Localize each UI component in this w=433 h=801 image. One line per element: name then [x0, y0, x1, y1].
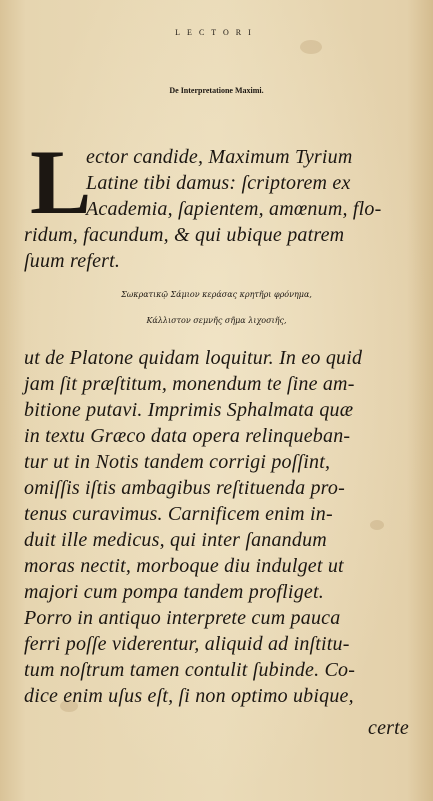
catchword: certe: [368, 717, 409, 739]
body-line: tenus curavimus. Carnificem enim in-: [24, 503, 333, 525]
body-line: ut de Platone quidam loquitur. In eo quid: [24, 347, 363, 369]
body-line: Porro in antiquo interprete cum pauca: [24, 607, 341, 629]
body-line: majori cum pompa tandem profliget.: [24, 581, 324, 603]
body-line: bitione putavi. Imprimis Sphalmata quæ: [24, 399, 354, 421]
body-line: omiſſis iſtis ambagibus reſtituenda pro-: [24, 477, 345, 499]
page-title: LECTORI: [175, 28, 258, 37]
page-subtitle: De Interpretatione Maximi.: [169, 86, 264, 95]
paper-stain: [300, 40, 322, 54]
intro-line: ſuum refert.: [24, 250, 121, 272]
body-line: jam ſit præſtitum, monendum te ſine am-: [24, 373, 355, 395]
body-line: duit ille medicus, qui inter ſanandum: [24, 529, 327, 551]
greek-verse-line: Κάλλιστον σεμνῆς σῆμα λιχοσιῆς,: [146, 316, 287, 325]
intro-line: Latine tibi damus: ſcriptorem ex: [86, 172, 351, 194]
body-line: ferri poſſe viderentur, aliquid ad inſtitu-: [24, 633, 350, 655]
intro-line: Academia, ſapientem, amœnum, flo-: [86, 198, 382, 220]
intro-line: ector candide, Maximum Tyrium: [86, 146, 353, 168]
body-line: in textu Græco data opera relinqueban-: [24, 425, 351, 447]
intro-line: ridum, facundum, & qui ubique patrem: [24, 224, 345, 246]
paper-stain: [370, 520, 384, 530]
body-line: tum noſtrum tamen contulit ſubinde. Co-: [24, 659, 356, 681]
body-line: dice enim uſus eſt, ſi non optimo ubique,: [24, 685, 354, 707]
body-line: moras nectit, morboque diu indulget ut: [24, 555, 344, 577]
drop-cap: L: [30, 131, 92, 233]
greek-verse-line: Σωκρατικῷ Σάμιον κεράσας κρητῆρι φρόνημα,: [121, 290, 312, 299]
body-line: tur ut in Notis tandem corrigi poſſint,: [24, 451, 331, 473]
